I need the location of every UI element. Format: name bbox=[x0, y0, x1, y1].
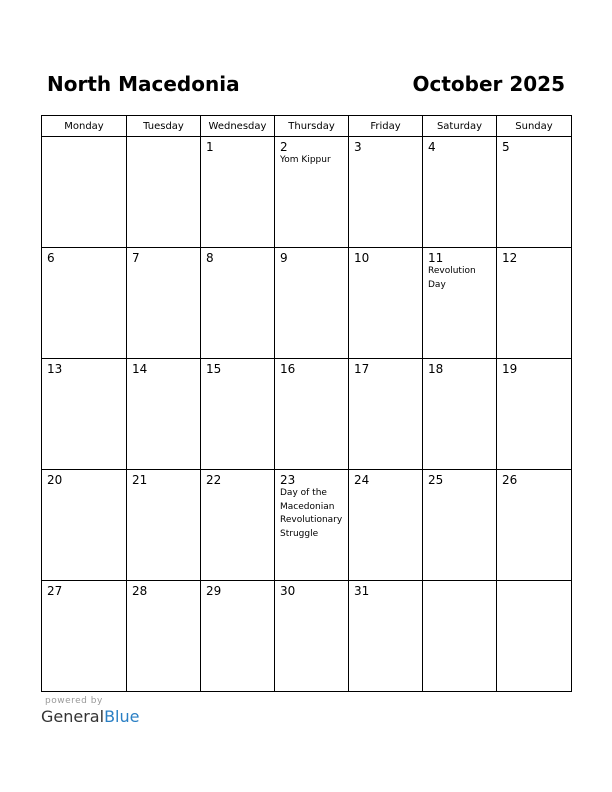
day-cell bbox=[349, 359, 423, 470]
day-number: 30 bbox=[280, 584, 296, 598]
day-number: 4 bbox=[428, 140, 436, 154]
day-cell bbox=[497, 137, 572, 248]
day-number: 31 bbox=[354, 584, 370, 598]
day-number: 6 bbox=[47, 251, 55, 265]
day-cell bbox=[275, 137, 349, 248]
month-title: October 2025 bbox=[412, 72, 565, 96]
day-number: 21 bbox=[132, 473, 148, 487]
week-row bbox=[42, 359, 572, 470]
day-number: 5 bbox=[502, 140, 510, 154]
day-number: 22 bbox=[206, 473, 222, 487]
day-cell bbox=[201, 470, 275, 581]
day-cell bbox=[497, 248, 572, 359]
powered-by-label: powered by bbox=[45, 696, 103, 706]
day-cell bbox=[127, 248, 201, 359]
weekday-header: Friday bbox=[349, 116, 423, 137]
brand-blue-text: Blue bbox=[104, 707, 140, 726]
day-cell bbox=[275, 470, 349, 581]
day-cell bbox=[127, 137, 201, 248]
weekday-header: Tuesday bbox=[127, 116, 201, 137]
day-number: 14 bbox=[132, 362, 148, 376]
holiday-label: Day of the Macedonian Revolutionary Struggle bbox=[280, 488, 343, 539]
calendar-grid bbox=[41, 115, 572, 692]
day-number: 11 bbox=[428, 251, 444, 265]
weekday-header: Saturday bbox=[423, 116, 497, 137]
day-number: 12 bbox=[502, 251, 518, 265]
day-number: 29 bbox=[206, 584, 222, 598]
day-number: 28 bbox=[132, 584, 148, 598]
day-cell bbox=[127, 359, 201, 470]
week-row bbox=[42, 137, 572, 248]
holiday-label: Revolution Day bbox=[428, 266, 476, 290]
day-cell bbox=[42, 581, 127, 692]
brand-general-text: General bbox=[41, 707, 105, 726]
day-cell bbox=[201, 359, 275, 470]
weekday-header: Wednesday bbox=[201, 116, 275, 137]
day-number: 10 bbox=[354, 251, 370, 265]
day-cell bbox=[497, 359, 572, 470]
day-number: 23 bbox=[280, 473, 296, 487]
day-number: 3 bbox=[354, 140, 362, 154]
day-number: 7 bbox=[132, 251, 140, 265]
weekday-header-row bbox=[42, 116, 572, 137]
day-number: 15 bbox=[206, 362, 222, 376]
day-number: 26 bbox=[502, 473, 518, 487]
day-cell bbox=[349, 470, 423, 581]
day-cell bbox=[42, 248, 127, 359]
weekday-header: Monday bbox=[42, 116, 127, 137]
day-number: 2 bbox=[280, 140, 288, 154]
day-cell bbox=[275, 248, 349, 359]
country-title: North Macedonia bbox=[47, 72, 240, 96]
day-number: 25 bbox=[428, 473, 444, 487]
day-cell bbox=[275, 359, 349, 470]
weekday-header: Thursday bbox=[275, 116, 349, 137]
day-number: 27 bbox=[47, 584, 63, 598]
day-number: 9 bbox=[280, 251, 288, 265]
day-cell bbox=[201, 248, 275, 359]
day-cell bbox=[201, 137, 275, 248]
holiday-label: Yom Kippur bbox=[280, 155, 331, 165]
day-cell bbox=[42, 137, 127, 248]
day-number: 16 bbox=[280, 362, 296, 376]
day-cell bbox=[497, 581, 572, 692]
day-cell bbox=[423, 470, 497, 581]
day-cell bbox=[423, 581, 497, 692]
day-number: 17 bbox=[354, 362, 370, 376]
day-number: 8 bbox=[206, 251, 214, 265]
day-number: 20 bbox=[47, 473, 63, 487]
footer-branding[interactable] bbox=[41, 696, 139, 727]
day-cell bbox=[423, 359, 497, 470]
day-cell bbox=[275, 581, 349, 692]
day-cell bbox=[349, 248, 423, 359]
day-cell bbox=[127, 581, 201, 692]
day-number: 18 bbox=[428, 362, 444, 376]
day-cell bbox=[42, 470, 127, 581]
week-row bbox=[42, 581, 572, 692]
day-cell bbox=[349, 137, 423, 248]
week-row bbox=[42, 248, 572, 359]
weekday-header: Sunday bbox=[497, 116, 572, 137]
day-number: 13 bbox=[47, 362, 63, 376]
day-number: 1 bbox=[206, 140, 214, 154]
week-row bbox=[42, 470, 572, 581]
generalblue-logo[interactable] bbox=[41, 707, 139, 727]
day-cell bbox=[349, 581, 423, 692]
day-cell bbox=[497, 470, 572, 581]
day-cell bbox=[127, 470, 201, 581]
day-cell bbox=[42, 359, 127, 470]
day-number: 24 bbox=[354, 473, 370, 487]
day-cell bbox=[423, 248, 497, 359]
day-cell bbox=[423, 137, 497, 248]
day-cell bbox=[201, 581, 275, 692]
day-number: 19 bbox=[502, 362, 518, 376]
